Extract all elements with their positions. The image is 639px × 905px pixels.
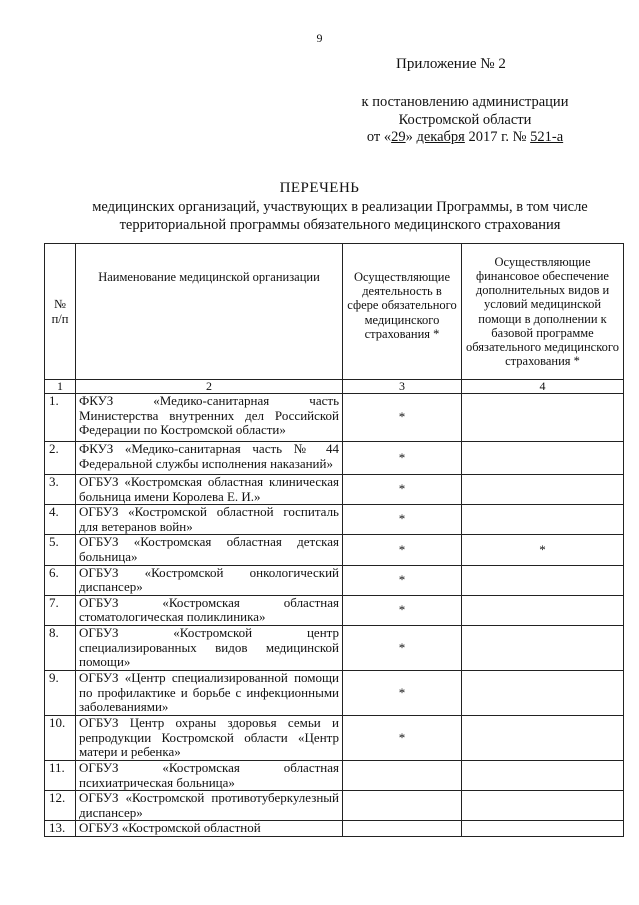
row-number: 6. xyxy=(45,565,76,595)
additional-financing-mark: * xyxy=(462,535,624,565)
table-row xyxy=(45,394,624,442)
additional-financing-mark xyxy=(462,625,624,670)
table-row xyxy=(45,821,624,837)
table-row xyxy=(45,791,624,821)
document-title: ПЕРЕЧЕНЬ xyxy=(279,180,360,196)
table-row xyxy=(45,760,624,790)
oms-mark: * xyxy=(343,475,462,505)
row-number: 4. xyxy=(45,505,76,535)
decree-line-1: к постановлению администрации xyxy=(361,94,569,110)
table-row xyxy=(45,565,624,595)
column-index-row xyxy=(45,380,624,394)
oms-mark xyxy=(343,791,462,821)
decree-date-line xyxy=(300,129,630,147)
header-organization-name: Наименование медицинской организации xyxy=(76,244,343,380)
row-number: 11. xyxy=(45,760,76,790)
additional-financing-mark xyxy=(462,760,624,790)
organization-name: ФКУЗ «Медико-санитарная часть Министерства внутренних дел Российской Федерации по Костромской области» xyxy=(76,394,343,442)
additional-financing-mark xyxy=(462,475,624,505)
table-row xyxy=(45,505,624,535)
table-row xyxy=(45,625,624,670)
row-number: 13. xyxy=(45,821,76,837)
oms-mark: * xyxy=(343,595,462,625)
oms-mark: * xyxy=(343,394,462,442)
header-additional-financing: Осуществляющие финансовое обеспечение дополнительных видов и условий медицинской помощи в дополнении к базовой программе обязательного медицинского страхования * xyxy=(462,244,624,380)
column-index: 2 xyxy=(76,380,343,394)
page-number: 9 xyxy=(316,31,323,45)
row-number: 12. xyxy=(45,791,76,821)
row-number: 1. xyxy=(45,394,76,442)
additional-financing-mark xyxy=(462,715,624,760)
organization-name: ОГБУЗ «Костромская областная психиатрическая больница» xyxy=(76,760,343,790)
table-row xyxy=(45,715,624,760)
table-row xyxy=(45,595,624,625)
row-number: 5. xyxy=(45,535,76,565)
header-oms-activity: Осуществляющие деятельность в сфере обязательного медицинского страхования * xyxy=(343,244,462,380)
table-row xyxy=(45,475,624,505)
row-number: 7. xyxy=(45,595,76,625)
date-prefix: от « xyxy=(366,129,392,145)
row-number: 9. xyxy=(45,670,76,715)
table-row xyxy=(45,670,624,715)
organization-name: ОГБУЗ «Костромской центр специализированных видов медицинской помощи» xyxy=(76,625,343,670)
additional-financing-mark xyxy=(462,505,624,535)
oms-mark: * xyxy=(343,442,462,475)
additional-financing-mark xyxy=(462,595,624,625)
organization-name: ОГБУЗ Центр охраны здоровья семьи и репродукции Костромской области «Центр матери и ребенка» xyxy=(76,715,343,760)
oms-mark: * xyxy=(343,625,462,670)
row-number: 8. xyxy=(45,625,76,670)
oms-mark: * xyxy=(343,505,462,535)
organization-name: ОГБУЗ «Костромской противотуберкулезный диспансер» xyxy=(76,791,343,821)
table-row xyxy=(45,535,624,565)
organization-name: ОГБУЗ «Центр специализированной помощи по профилактике и борьбе с инфекционными заболеваниями» xyxy=(76,670,343,715)
appendix-label: Приложение № 2 xyxy=(396,56,506,72)
additional-financing-mark xyxy=(462,394,624,442)
organization-name: ОГБУЗ «Костромская областная клиническая больница имени Королева Е. И.» xyxy=(76,475,343,505)
organizations-table xyxy=(44,243,624,837)
date-mid: » xyxy=(405,129,417,145)
organization-name: ОГБУЗ «Костромской онкологический диспансер» xyxy=(76,565,343,595)
decree-number: 521-а xyxy=(530,129,564,145)
additional-financing-mark xyxy=(462,670,624,715)
organization-name: ОГБУЗ «Костромская областная детская больница» xyxy=(76,535,343,565)
header-number: № п/п xyxy=(45,244,76,380)
row-number: 10. xyxy=(45,715,76,760)
table-row xyxy=(45,442,624,475)
row-number: 2. xyxy=(45,442,76,475)
date-month: декабря xyxy=(416,129,465,145)
column-index: 3 xyxy=(343,380,462,394)
oms-mark: * xyxy=(343,670,462,715)
additional-financing-mark xyxy=(462,821,624,837)
column-index: 4 xyxy=(462,380,624,394)
oms-mark: * xyxy=(343,715,462,760)
organization-name: ОГБУЗ «Костромской областной xyxy=(76,821,343,837)
organization-name: ФКУЗ «Медико-санитарная часть № 44 Федеральной службы исполнения наказаний» xyxy=(76,442,343,475)
document-subtitle: медицинских организаций, участвующих в реализации Программы, в том числе территориальной программы обязательного медицинского страхования xyxy=(92,199,588,233)
table-header-row xyxy=(45,244,624,380)
decree-reference xyxy=(300,94,630,147)
oms-mark: * xyxy=(343,565,462,595)
oms-mark xyxy=(343,821,462,837)
decree-line-2: Костромской области xyxy=(398,111,532,128)
additional-financing-mark xyxy=(462,442,624,475)
organization-name: ОГБУЗ «Костромской областной госпиталь для ветеранов войн» xyxy=(76,505,343,535)
oms-mark: * xyxy=(343,535,462,565)
organization-name: ОГБУЗ «Костромская областная стоматологическая поликлиника» xyxy=(76,595,343,625)
column-index: 1 xyxy=(45,380,76,394)
additional-financing-mark xyxy=(462,565,624,595)
date-day: 29 xyxy=(391,129,406,145)
additional-financing-mark xyxy=(462,791,624,821)
oms-mark xyxy=(343,760,462,790)
row-number: 3. xyxy=(45,475,76,505)
date-year: 2017 г. № xyxy=(464,129,531,145)
